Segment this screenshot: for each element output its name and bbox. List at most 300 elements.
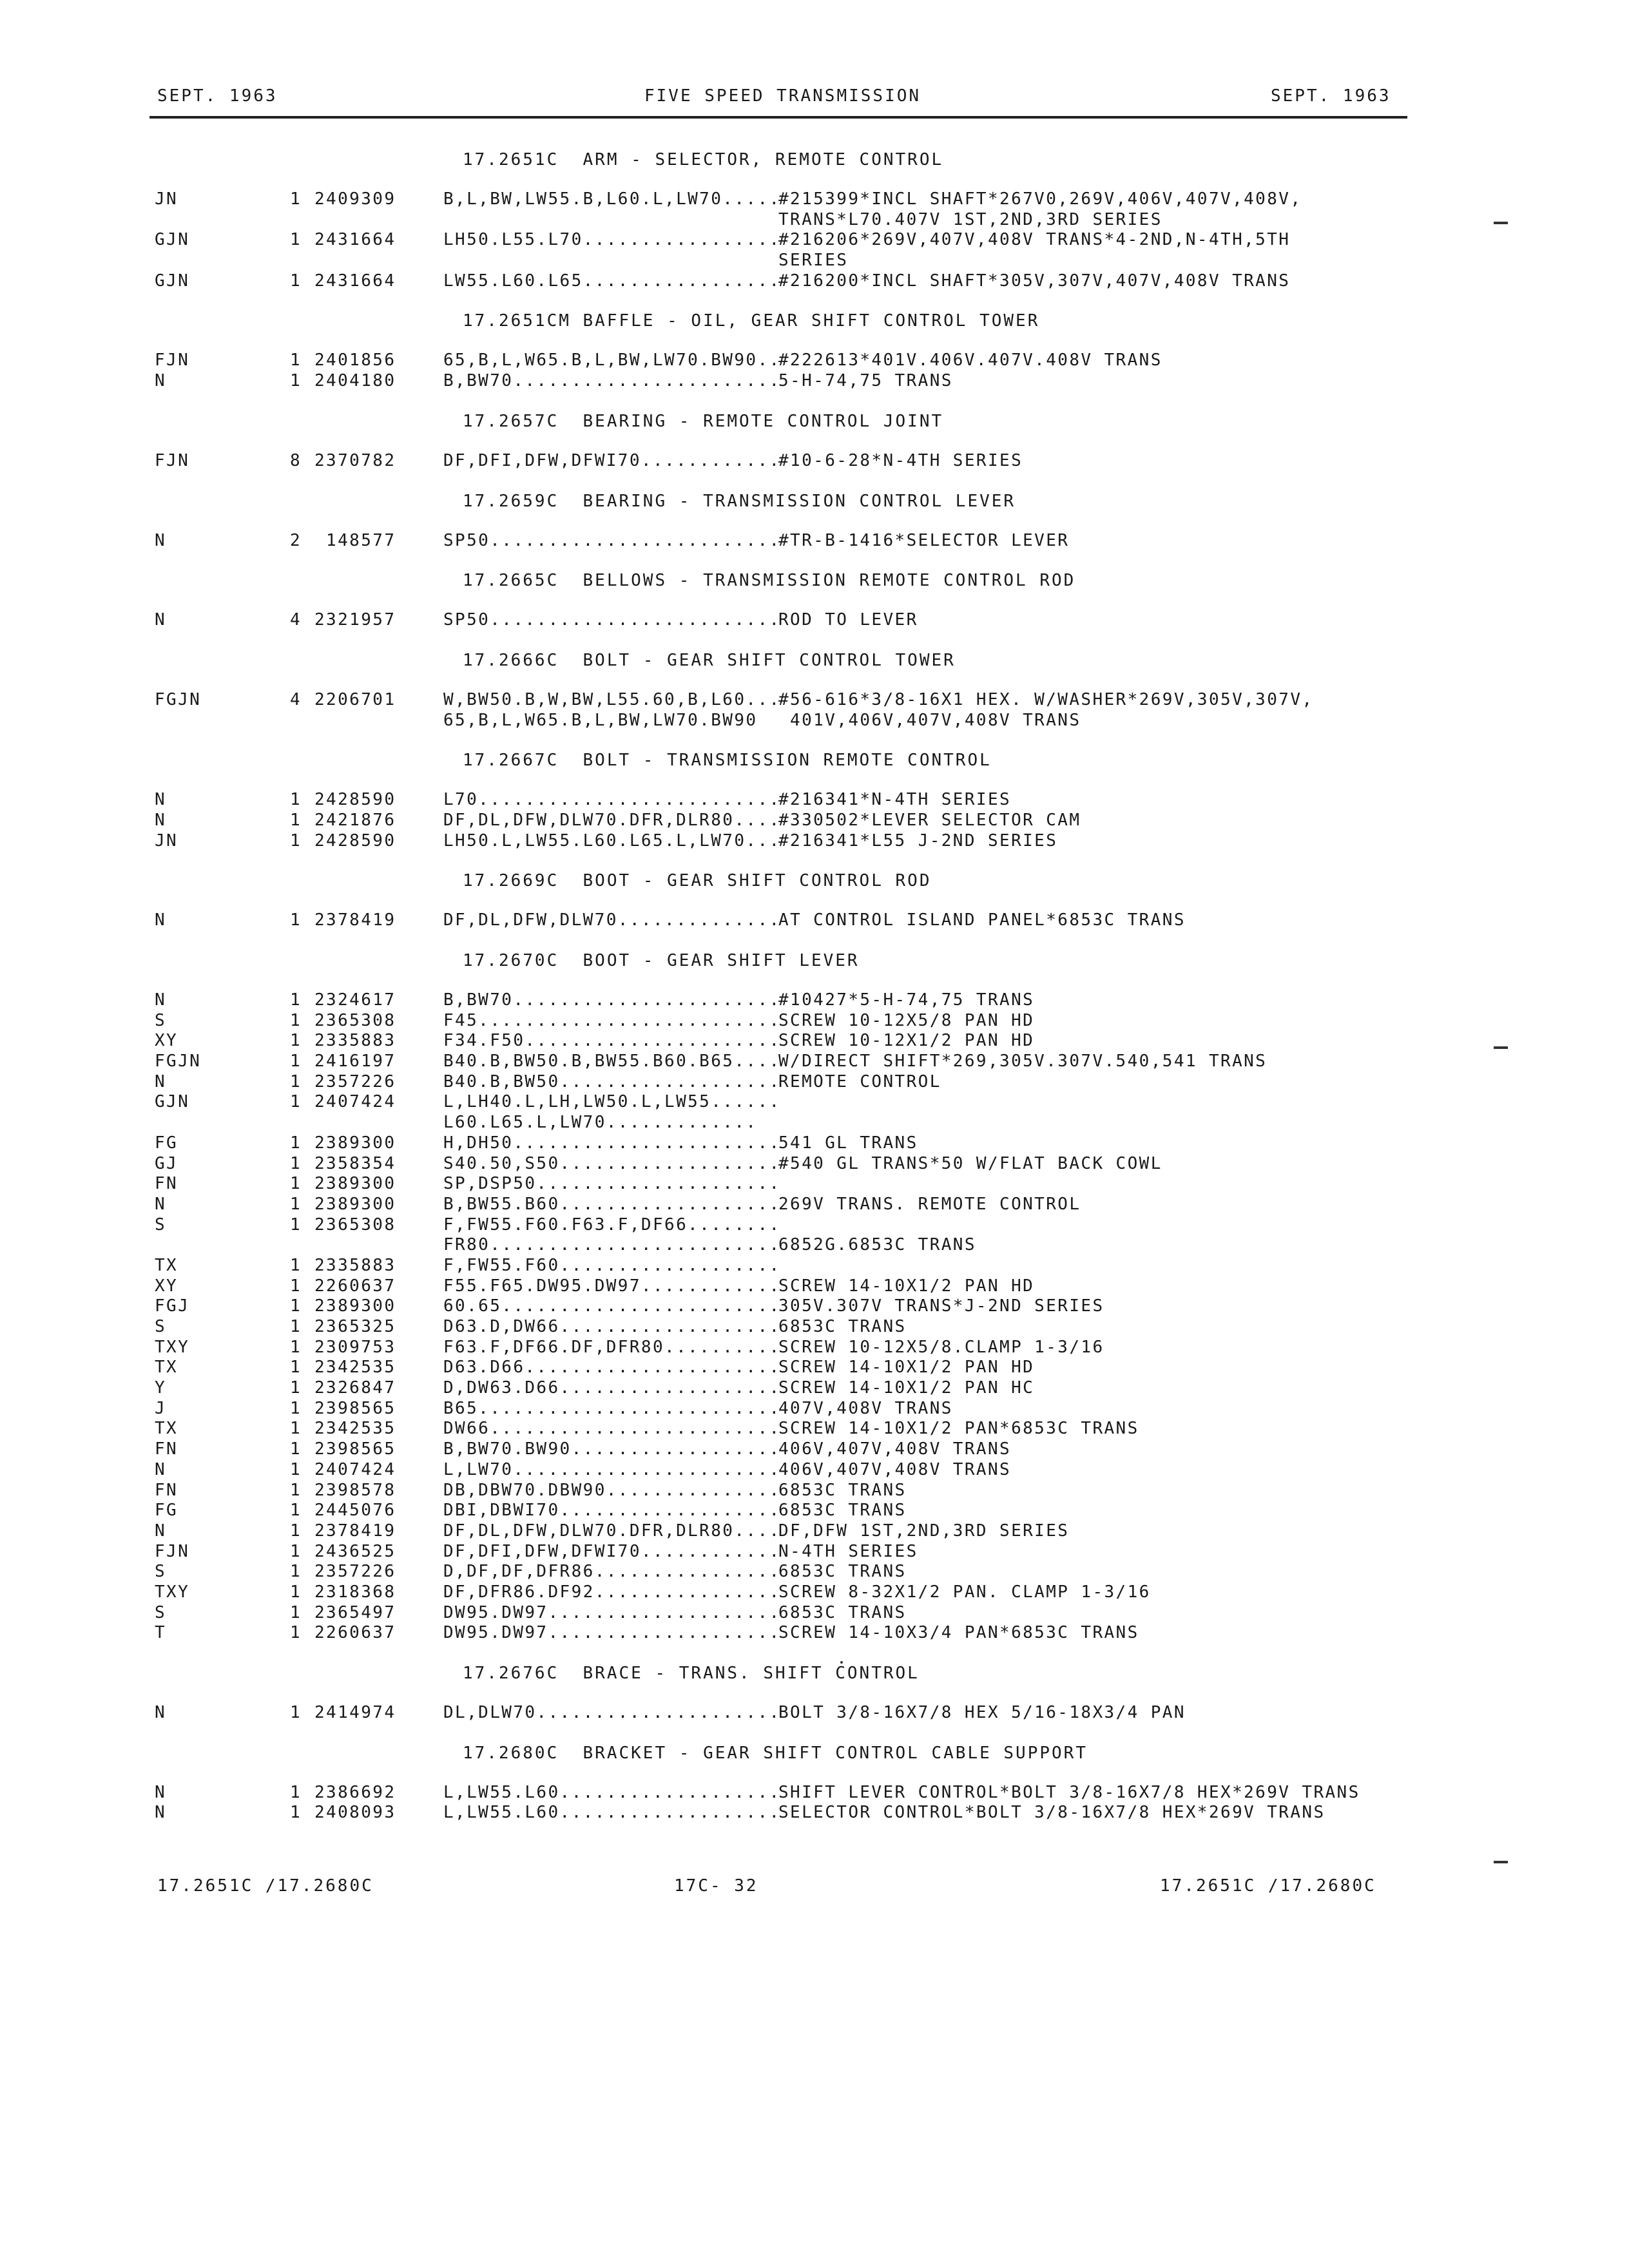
part-entry: [0, 811, 1629, 831]
part-number: 2445076: [314, 1501, 396, 1521]
quantity: 1: [289, 990, 302, 1010]
section-title: 17.2651C ARM - SELECTOR, REMOTE CONTROL: [463, 150, 944, 169]
applicable-models: H,DH50.......................: [443, 1133, 781, 1153]
model-code: N: [155, 1194, 167, 1214]
model-code: N: [155, 610, 167, 630]
part-entry-continuation: [0, 1235, 1629, 1256]
remarks: #10427*5-H-74,75 TRANS: [778, 990, 1035, 1010]
model-code: N: [155, 1459, 167, 1479]
part-number: 2357226: [314, 1072, 396, 1091]
remarks: #TR-B-1416*SELECTOR LEVER: [778, 530, 1070, 550]
remarks: 406V,407V,408V TRANS: [778, 1439, 1012, 1459]
part-entry-continuation: [0, 251, 1629, 271]
remarks: 6853C TRANS: [778, 1317, 907, 1336]
quantity: 2: [289, 530, 302, 550]
applicable-models: DL,DLW70.....................: [443, 1703, 781, 1722]
remarks: 401V,406V,407V,408V TRANS: [778, 710, 1081, 730]
part-number: 2321957: [314, 610, 396, 630]
model-code: N: [155, 910, 167, 930]
catalog-section: [0, 570, 1629, 631]
quantity: 4: [289, 610, 302, 630]
quantity: 1: [289, 1153, 302, 1173]
model-code: N: [155, 1521, 167, 1541]
remarks: SCREW 14-10X1/2 PAN HD: [778, 1358, 1035, 1378]
remarks: SCREW 14-10X1/2 PAN*6853C TRANS: [778, 1419, 1139, 1439]
remarks: #216341*N-4TH SERIES: [778, 790, 1012, 810]
header-date-left: SEPT. 1963: [157, 86, 278, 106]
quantity: 1: [289, 910, 302, 930]
model-code: N: [155, 530, 167, 550]
part-entry: [0, 610, 1629, 631]
model-code: FJN: [155, 351, 190, 370]
part-entry: [0, 1072, 1629, 1093]
model-code: TX: [155, 1358, 178, 1378]
part-entry: [0, 1276, 1629, 1297]
part-entry: [0, 1521, 1629, 1542]
part-number: 2409309: [314, 189, 396, 209]
section-title: 17.2680C BRACKET - GEAR SHIFT CONTROL CABLE SUPPORT: [463, 1743, 1088, 1763]
remarks: #215399*INCL SHAFT*267V0,269V,406V,407V,408V,: [778, 189, 1302, 209]
parts-listing: [0, 149, 1629, 1843]
model-code: N: [155, 1703, 167, 1722]
part-number: 2428590: [314, 790, 396, 810]
remarks: SERIES: [778, 251, 849, 271]
section-entries: [0, 910, 1629, 931]
section-entries: [0, 1703, 1629, 1724]
part-number: 2358354: [314, 1153, 396, 1173]
part-number: 2342535: [314, 1358, 396, 1378]
remarks: 407V,408V TRANS: [778, 1398, 953, 1418]
part-number: 2389300: [314, 1194, 396, 1214]
quantity: 1: [289, 1562, 302, 1582]
part-number: 2398565: [314, 1439, 396, 1459]
model-code: T: [155, 1623, 167, 1643]
remarks: 6853C TRANS: [778, 1562, 907, 1582]
part-entry: [0, 690, 1629, 711]
quantity: 1: [289, 371, 302, 391]
part-number: 2389300: [314, 1296, 396, 1316]
model-code: GJN: [155, 271, 190, 291]
catalog-section: [0, 950, 1629, 1644]
remarks: 541 GL TRANS: [778, 1133, 918, 1153]
applicable-models: B,BW70.......................: [443, 371, 781, 391]
part-number: 2335883: [314, 1031, 396, 1051]
catalog-section: [0, 650, 1629, 731]
applicable-models: S40.50,S50...................: [443, 1153, 781, 1173]
part-entry: [0, 1419, 1629, 1439]
quantity: 1: [289, 1255, 302, 1275]
part-entry: [0, 1623, 1629, 1644]
part-number: 2357226: [314, 1562, 396, 1582]
model-code: N: [155, 1072, 167, 1091]
part-number: 2309753: [314, 1337, 396, 1357]
model-code: JN: [155, 189, 178, 209]
quantity: 1: [289, 1296, 302, 1316]
model-code: S: [155, 1215, 167, 1235]
remarks: SCREW 14-10X1/2 PAN HC: [778, 1378, 1035, 1398]
footer-page-number: 17C- 32: [674, 1876, 758, 1896]
part-entry: [0, 790, 1629, 811]
section-entries: [0, 189, 1629, 291]
section-title: 17.2665C BELLOWS - TRANSMISSION REMOTE CONTROL ROD: [463, 571, 1076, 591]
part-entry: [0, 1481, 1629, 1501]
applicable-models: F45..........................: [443, 1010, 781, 1030]
remarks: #56-616*3/8-16X1 HEX. W/WASHER*269V,305V,307V,: [778, 689, 1314, 709]
part-number: 2365308: [314, 1010, 396, 1030]
remarks: SELECTOR CONTROL*BOLT 3/8-16X7/8 HEX*269V TRANS: [778, 1803, 1325, 1823]
quantity: 1: [289, 351, 302, 370]
applicable-models: LH50.L55.L70.................: [443, 230, 781, 250]
quantity: 1: [289, 1092, 302, 1112]
model-code: J: [155, 1398, 167, 1418]
scan-speck: [840, 1661, 843, 1664]
model-code: TX: [155, 1419, 178, 1439]
part-entry: [0, 1378, 1629, 1399]
quantity: 1: [289, 230, 302, 250]
quantity: 1: [289, 271, 302, 291]
applicable-models: B40.B,BW50...................: [443, 1072, 781, 1091]
part-entry: [0, 1296, 1629, 1317]
remarks: W/DIRECT SHIFT*269,305V.307V.540,541 TRANS: [778, 1052, 1268, 1072]
part-number: 2431664: [314, 230, 396, 250]
model-code: JN: [155, 831, 178, 850]
part-entry: [0, 230, 1629, 251]
part-entry: [0, 371, 1629, 392]
catalog-section: [0, 411, 1629, 472]
part-number: 2365325: [314, 1317, 396, 1336]
margin-mark: [1494, 222, 1508, 224]
quantity: 1: [289, 1521, 302, 1541]
model-code: S: [155, 1602, 167, 1622]
quantity: 1: [289, 1276, 302, 1296]
section-title: 17.2657C BEARING - REMOTE CONTROL JOINT: [463, 411, 944, 431]
model-code: N: [155, 1782, 167, 1802]
part-entry: [0, 1133, 1629, 1154]
remarks: #540 GL TRANS*50 W/FLAT BACK COWL: [778, 1153, 1162, 1173]
part-entry: [0, 1215, 1629, 1236]
part-entry: [0, 1358, 1629, 1378]
applicable-models: 65,B,L,W65.B,L,BW,LW70.BW90: [443, 710, 769, 730]
quantity: 1: [289, 831, 302, 850]
section-title: 17.2659C BEARING - TRANSMISSION CONTROL LEVER: [463, 491, 1016, 511]
part-number: 2370782: [314, 450, 396, 470]
part-number: 2401856: [314, 351, 396, 370]
applicable-models: L60.L65.L,LW70.............: [443, 1113, 758, 1133]
remarks: SCREW 10-12X5/8.CLAMP 1-3/16: [778, 1337, 1104, 1357]
applicable-models: F,FW55.F60...................: [443, 1255, 781, 1275]
part-entry: [0, 1317, 1629, 1338]
part-number: 2404180: [314, 371, 396, 391]
model-code: FGJN: [155, 1052, 202, 1072]
header-rule: [149, 116, 1407, 119]
applicable-models: F,FW55.F60.F63.F,DF66........: [443, 1215, 781, 1235]
part-number: 2386692: [314, 1782, 396, 1802]
part-number: 2206701: [314, 689, 396, 709]
remarks: #216341*L55 J-2ND SERIES: [778, 831, 1058, 850]
applicable-models: LW55.L60.L65.................: [443, 271, 781, 291]
margin-mark: [1494, 1046, 1508, 1049]
part-entry: [0, 1603, 1629, 1624]
section-entries: [0, 531, 1629, 552]
model-code: GJN: [155, 230, 190, 250]
part-number: 2407424: [314, 1092, 396, 1112]
quantity: 1: [289, 1378, 302, 1398]
applicable-models: DW95.DW97....................: [443, 1623, 781, 1643]
catalog-section: [0, 491, 1629, 552]
part-entry-continuation: [0, 1113, 1629, 1133]
applicable-models: 65,B,L,W65.B,L,BW,LW70.BW90..: [443, 351, 781, 370]
part-entry: [0, 1703, 1629, 1724]
model-code: S: [155, 1317, 167, 1336]
section-title: 17.2666C BOLT - GEAR SHIFT CONTROL TOWER: [463, 650, 956, 670]
applicable-models: L,LW55.L60...................: [443, 1782, 781, 1802]
model-code: GJ: [155, 1153, 178, 1173]
remarks: SCREW 14-10X3/4 PAN*6853C TRANS: [778, 1623, 1139, 1643]
part-entry: [0, 189, 1629, 210]
remarks: 6853C TRANS: [778, 1501, 907, 1521]
model-code: XY: [155, 1031, 178, 1051]
quantity: 1: [289, 1337, 302, 1357]
part-entry: [0, 1338, 1629, 1358]
section-entries: [0, 451, 1629, 472]
applicable-models: SP50.........................: [443, 530, 781, 550]
section-entries: [0, 610, 1629, 631]
applicable-models: D,DW63.D66...................: [443, 1378, 781, 1398]
part-entry: [0, 1154, 1629, 1175]
model-code: TX: [155, 1255, 178, 1275]
footer-range-right: 17.2651C /17.2680C: [1160, 1876, 1376, 1896]
model-code: N: [155, 790, 167, 810]
section-entries: [0, 1783, 1629, 1823]
applicable-models: D63.D,DW66...................: [443, 1317, 781, 1336]
applicable-models: D63.D66......................: [443, 1358, 781, 1378]
applicable-models: B,L,BW,LW55.B,L60.L,LW70.....: [443, 189, 781, 209]
model-code: Y: [155, 1378, 167, 1398]
quantity: 1: [289, 1194, 302, 1214]
applicable-models: B,BW70.......................: [443, 990, 781, 1010]
section-title: 17.2669C BOOT - GEAR SHIFT CONTROL ROD: [463, 871, 932, 891]
quantity: 1: [289, 1174, 302, 1194]
part-number: 2260637: [314, 1623, 396, 1643]
header-date-right: SEPT. 1963: [1271, 86, 1391, 106]
remarks: 5-H-74,75 TRANS: [778, 371, 953, 391]
part-entry: [0, 1460, 1629, 1481]
applicable-models: B40.B,BW50.B,BW55.B60.B65....: [443, 1052, 781, 1072]
part-entry: [0, 1174, 1629, 1195]
applicable-models: 60.65........................: [443, 1296, 781, 1316]
part-entry: [0, 1092, 1629, 1113]
quantity: 1: [289, 1582, 302, 1602]
part-entry: [0, 1031, 1629, 1052]
quantity: 1: [289, 1215, 302, 1235]
catalog-section: [0, 1663, 1629, 1724]
part-entry: [0, 531, 1629, 552]
quantity: 1: [289, 1623, 302, 1643]
quantity: 1: [289, 810, 302, 830]
section-entries: [0, 790, 1629, 851]
quantity: 1: [289, 1480, 302, 1500]
quantity: 1: [289, 189, 302, 209]
applicable-models: F63.F,DF66.DF,DFR80..........: [443, 1337, 781, 1357]
quantity: 1: [289, 1419, 302, 1439]
catalog-section: [0, 149, 1629, 291]
remarks: SCREW 10-12X1/2 PAN HD: [778, 1031, 1035, 1051]
part-entry: [0, 1582, 1629, 1603]
model-code: TXY: [155, 1337, 190, 1357]
model-code: FN: [155, 1480, 178, 1500]
remarks: ROD TO LEVER: [778, 610, 918, 630]
quantity: 1: [289, 1803, 302, 1823]
remarks: SCREW 10-12X5/8 PAN HD: [778, 1010, 1035, 1030]
applicable-models: L70..........................: [443, 790, 781, 810]
quantity: 1: [289, 1052, 302, 1072]
part-number: 2318368: [314, 1582, 396, 1602]
part-entry: [0, 831, 1629, 852]
applicable-models: LH50.L,LW55.L60.L65.L,LW70...: [443, 831, 781, 850]
remarks: SHIFT LEVER CONTROL*BOLT 3/8-16X7/8 HEX*269V TRANS: [778, 1782, 1360, 1802]
model-code: GJN: [155, 1092, 190, 1112]
part-entry: [0, 910, 1629, 931]
model-code: S: [155, 1010, 167, 1030]
applicable-models: SP50.........................: [443, 610, 781, 630]
quantity: 8: [289, 450, 302, 470]
quantity: 4: [289, 689, 302, 709]
part-number: 2398565: [314, 1398, 396, 1418]
remarks: REMOTE CONTROL: [778, 1072, 941, 1091]
applicable-models: FR80.........................: [443, 1235, 781, 1255]
catalog-section: [0, 311, 1629, 391]
part-entry-continuation: [0, 711, 1629, 731]
quantity: 1: [289, 1358, 302, 1378]
model-code: N: [155, 810, 167, 830]
applicable-models: B,BW70.BW90..................: [443, 1439, 781, 1459]
part-entry: [0, 1052, 1629, 1072]
applicable-models: DF,DFI,DFW,DFWI70............: [443, 450, 781, 470]
model-code: FG: [155, 1133, 178, 1153]
catalog-section: [0, 870, 1629, 931]
model-code: N: [155, 1803, 167, 1823]
part-number: 2408093: [314, 1803, 396, 1823]
applicable-models: DF,DL,DFW,DLW70..............: [443, 910, 781, 930]
remarks: 6853C TRANS: [778, 1480, 907, 1500]
applicable-models: F55.F65.DW95.DW97............: [443, 1276, 781, 1296]
part-entry: [0, 1501, 1629, 1521]
remarks: SCREW 14-10X1/2 PAN HD: [778, 1276, 1035, 1296]
margin-mark: [1494, 1861, 1508, 1863]
part-entry: [0, 1562, 1629, 1582]
model-code: FJN: [155, 450, 190, 470]
applicable-models: W,BW50.B,W,BW,L55.60,B,L60...: [443, 689, 781, 709]
applicable-models: SP,DSP50.....................: [443, 1174, 781, 1194]
applicable-models: DF,DFI,DFW,DFWI70............: [443, 1541, 781, 1561]
model-code: N: [155, 371, 167, 391]
section-entries: [0, 690, 1629, 731]
model-code: FG: [155, 1501, 178, 1521]
quantity: 1: [289, 1782, 302, 1802]
part-number: 2416197: [314, 1052, 396, 1072]
part-number: 2414974: [314, 1703, 396, 1722]
quantity: 1: [289, 1703, 302, 1722]
model-code: FN: [155, 1174, 178, 1194]
part-number: 2342535: [314, 1419, 396, 1439]
quantity: 1: [289, 1133, 302, 1153]
part-number: 2326847: [314, 1378, 396, 1398]
part-number: 2378419: [314, 1521, 396, 1541]
model-code: FN: [155, 1439, 178, 1459]
section-title: 17.2667C BOLT - TRANSMISSION REMOTE CONTROL: [463, 751, 992, 771]
quantity: 1: [289, 1459, 302, 1479]
part-number: 2378419: [314, 910, 396, 930]
applicable-models: L,LW70.......................: [443, 1459, 781, 1479]
applicable-models: DBI,DBWI70...................: [443, 1501, 781, 1521]
part-number: 2335883: [314, 1255, 396, 1275]
quantity: 1: [289, 1541, 302, 1561]
remarks: #216200*INCL SHAFT*305V,307V,407V,408V TRANS: [778, 271, 1291, 291]
applicable-models: DB,DBW70.DBW90...............: [443, 1480, 781, 1500]
catalog-section: [0, 1743, 1629, 1823]
remarks: 6852G.6853C TRANS: [778, 1235, 976, 1255]
remarks: #10-6-28*N-4TH SERIES: [778, 450, 1023, 470]
applicable-models: B65..........................: [443, 1398, 781, 1418]
part-number: 2407424: [314, 1459, 396, 1479]
part-number: 148577: [314, 530, 396, 550]
remarks: AT CONTROL ISLAND PANEL*6853C TRANS: [778, 910, 1186, 930]
remarks: 406V,407V,408V TRANS: [778, 1459, 1012, 1479]
model-code: FGJN: [155, 689, 202, 709]
remarks: 6853C TRANS: [778, 1602, 907, 1622]
part-entry: [0, 1011, 1629, 1032]
part-entry: [0, 1195, 1629, 1215]
quantity: 1: [289, 1031, 302, 1051]
quantity: 1: [289, 1501, 302, 1521]
applicable-models: DF,DL,DFW,DLW70.DFR,DLR80....: [443, 810, 781, 830]
catalog-section: [0, 750, 1629, 851]
applicable-models: DW66.........................: [443, 1419, 781, 1439]
section-entries: [0, 990, 1629, 1644]
part-entry: [0, 1256, 1629, 1276]
model-code: S: [155, 1562, 167, 1582]
applicable-models: F34.F50......................: [443, 1031, 781, 1051]
part-entry: [0, 990, 1629, 1011]
part-entry: [0, 1803, 1629, 1823]
section-entries: [0, 351, 1629, 391]
quantity: 1: [289, 1439, 302, 1459]
model-code: XY: [155, 1276, 178, 1296]
applicable-models: DF,DFR86.DF92................: [443, 1582, 781, 1602]
quantity: 1: [289, 1010, 302, 1030]
header-title: FIVE SPEED TRANSMISSION: [644, 86, 921, 106]
remarks: BOLT 3/8-16X7/8 HEX 5/16-18X3/4 PAN: [778, 1703, 1186, 1722]
part-entry: [0, 451, 1629, 472]
section-title: 17.2670C BOOT - GEAR SHIFT LEVER: [463, 951, 860, 970]
part-number: 2324617: [314, 990, 396, 1010]
part-number: 2436525: [314, 1541, 396, 1561]
section-title: 17.2676C BRACE - TRANS. SHIFT CONTROL: [463, 1664, 920, 1683]
quantity: 1: [289, 1317, 302, 1336]
part-entry: [0, 1399, 1629, 1419]
part-entry: [0, 1783, 1629, 1803]
quantity: 1: [289, 1072, 302, 1091]
part-number: 2421876: [314, 810, 396, 830]
model-code: N: [155, 990, 167, 1010]
part-entry-continuation: [0, 210, 1629, 231]
quantity: 1: [289, 1398, 302, 1418]
quantity: 1: [289, 790, 302, 810]
part-number: 2260637: [314, 1276, 396, 1296]
part-entry: [0, 1439, 1629, 1460]
quantity: 1: [289, 1602, 302, 1622]
remarks: #330502*LEVER SELECTOR CAM: [778, 810, 1081, 830]
